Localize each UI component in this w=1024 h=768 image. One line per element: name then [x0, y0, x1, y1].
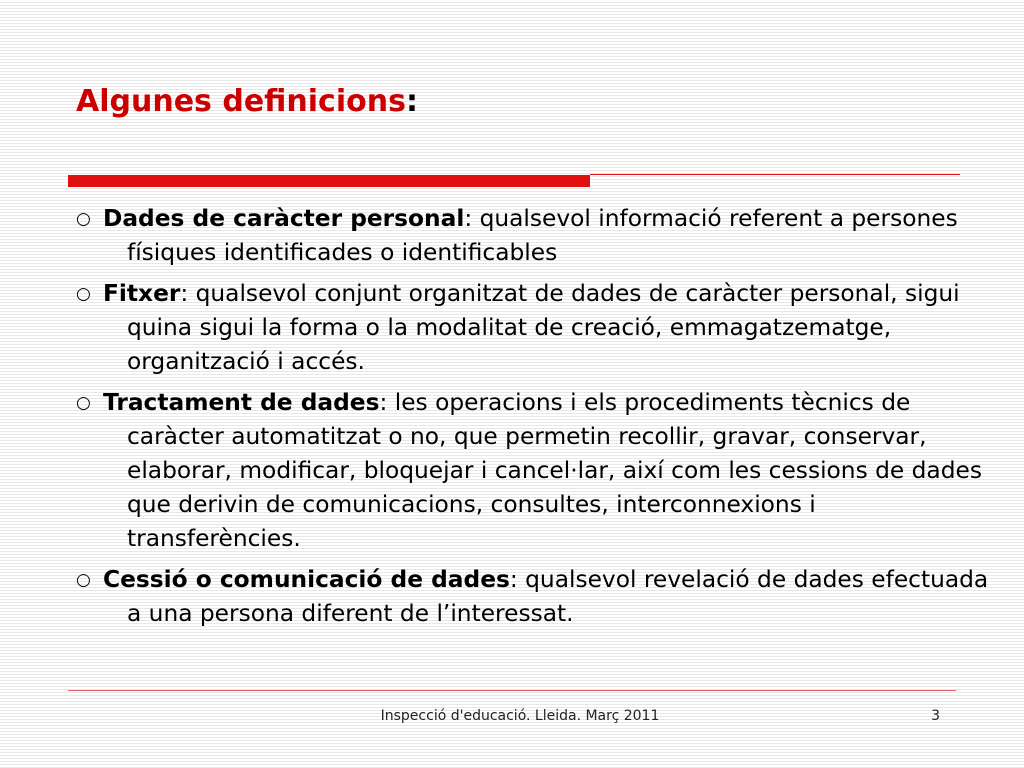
definition-term: Fitxer: [103, 280, 181, 307]
footer-caption: Inspecció d'educació. Lleida. Març 2011: [380, 708, 660, 724]
slide-title-colon: :: [405, 84, 418, 119]
footer-divider: [68, 690, 956, 691]
definition-item: [76, 386, 996, 556]
definition-separator: :: [464, 205, 473, 232]
bullet-circle-icon: ○: [76, 209, 91, 229]
bullet-circle-icon: ○: [76, 570, 91, 590]
slide-title: [76, 84, 418, 119]
title-underline-thin: [590, 174, 960, 175]
definition-text: qualsevol revelació de dades efectuada a una persona diferent de l’interessat.: [127, 566, 989, 627]
definition-separator: :: [509, 566, 518, 593]
definition-term: Dades de caràcter personal: [103, 205, 465, 232]
definition-item: [76, 563, 996, 631]
bullet-circle-icon: ○: [76, 284, 91, 304]
definition-item: [76, 277, 996, 379]
definition-separator: :: [180, 280, 189, 307]
bullet-circle-icon: ○: [76, 393, 91, 413]
definition-text: les operacions i els procediments tècnics de caràcter automatitzat o no, que permetin recollir, gravar, conservar, elaborar, modificar, bloquejar i cancel·lar, així com les cessions de dades que derivin de comunicacions, consultes, interconnexions i transferències.: [127, 389, 982, 552]
definition-item: [76, 202, 996, 270]
slide-title-text: Algunes definicions: [76, 84, 406, 119]
definition-term: Tractament de dades: [103, 389, 380, 416]
definition-term: Cessió o comunicació de dades: [103, 566, 510, 593]
page-number: 3: [931, 708, 940, 724]
definition-text: qualsevol conjunt organitzat de dades de caràcter personal, sigui quina sigui la forma o la modalitat de creació, emmagatzematge, organització i accés.: [127, 280, 960, 375]
definition-separator: :: [379, 389, 388, 416]
definitions-list: [76, 202, 996, 638]
title-underline-thick: [68, 175, 590, 187]
definition-text: qualsevol informació referent a persones físiques identificades o identificables: [127, 205, 958, 266]
